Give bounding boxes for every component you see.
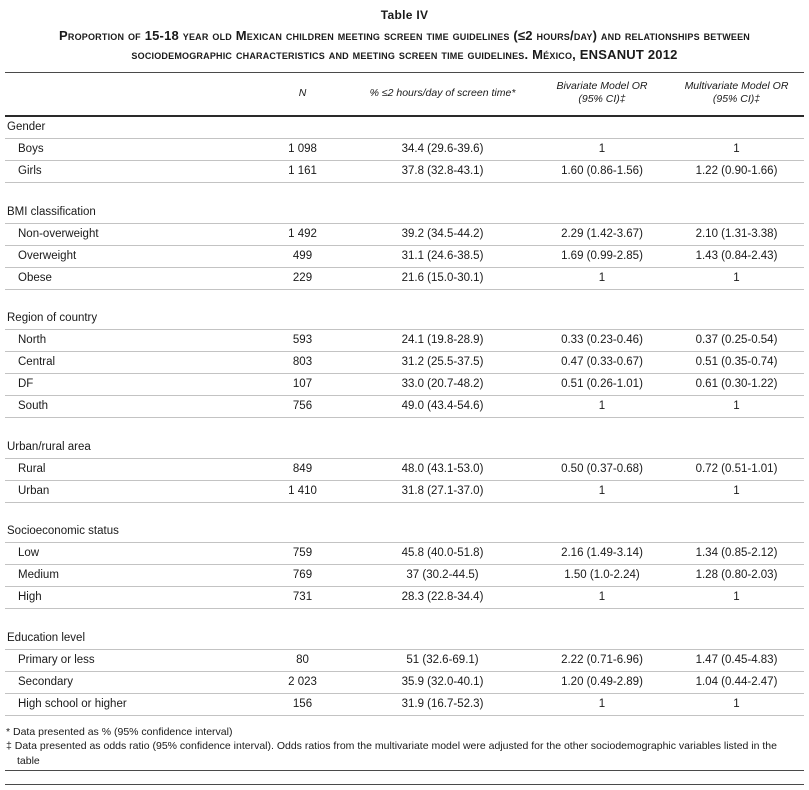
cell-multivariate-or: 1.43 (0.84-2.43) [669,245,804,267]
cell-pct: 31.8 (27.1-37.0) [350,480,535,502]
cell-bivariate-or: 2.16 (1.49-3.14) [535,543,669,565]
cell-n: 849 [255,458,350,480]
cell-n: 107 [255,374,350,396]
cell-bivariate-or: 1.20 (0.49-2.89) [535,671,669,693]
cell-n: 1 098 [255,139,350,161]
row-label: Urban [5,480,255,502]
cell-pct: 37.8 (32.8-43.1) [350,161,535,183]
cell-pct: 31.1 (24.6-38.5) [350,245,535,267]
cell-pct: 35.9 (32.0-40.1) [350,671,535,693]
section-spacer [5,502,804,521]
section-header-urban-rural [5,437,804,459]
cell-pct: 49.0 (43.4-54.6) [350,396,535,418]
cell-pct: 28.3 (22.8-34.4) [350,587,535,609]
cell-n: 803 [255,352,350,374]
section-header-education [5,628,804,650]
row-label: South [5,396,255,418]
cell-multivariate-or: 1.04 (0.44-2.47) [669,671,804,693]
section-title: Gender [5,116,804,139]
section-spacer [5,609,804,628]
bottom-rule [5,784,804,785]
header-pct-screen-time: % ≤2 hours/day of screen time* [350,73,535,117]
cell-pct: 39.2 (34.5-44.2) [350,223,535,245]
cell-multivariate-or: 1 [669,693,804,715]
cell-pct: 34.4 (29.6-39.6) [350,139,535,161]
table-row [5,587,804,609]
cell-multivariate-or: 1 [669,139,804,161]
cell-bivariate-or: 0.33 (0.23-0.46) [535,330,669,352]
table-row [5,480,804,502]
cell-multivariate-or: 0.61 (0.30-1.22) [669,374,804,396]
cell-pct: 33.0 (20.7-48.2) [350,374,535,396]
section-title: Education level [5,628,804,650]
cell-multivariate-or: 1.28 (0.80-2.03) [669,565,804,587]
cell-n: 1 492 [255,223,350,245]
row-label: Primary or less [5,649,255,671]
cell-n: 769 [255,565,350,587]
cell-multivariate-or: 1.47 (0.45-4.83) [669,649,804,671]
cell-bivariate-or: 1.50 (1.0-2.24) [535,565,669,587]
footnote-asterisk: * Data presented as % (95% confidence interval) [6,725,233,738]
row-label: Non-overweight [5,223,255,245]
table-row [5,649,804,671]
section-header-gender [5,116,804,139]
row-label: Medium [5,565,255,587]
section-spacer [5,183,804,202]
footnotes [5,725,804,769]
cell-pct: 45.8 (40.0-51.8) [350,543,535,565]
cell-bivariate-or: 1 [535,396,669,418]
cell-multivariate-or: 1 [669,267,804,289]
table-row [5,330,804,352]
section-header-region [5,308,804,330]
row-label: Obese [5,267,255,289]
section-title: Region of country [5,308,804,330]
cell-pct: 31.9 (16.7-52.3) [350,693,535,715]
section-title: BMI classification [5,202,804,224]
header-row [5,73,804,117]
bottom-rules [5,770,804,785]
cell-bivariate-or: 1 [535,480,669,502]
table-row [5,139,804,161]
cell-n: 499 [255,245,350,267]
cell-multivariate-or: 1.22 (0.90-1.66) [669,161,804,183]
cell-bivariate-or: 1.60 (0.86-1.56) [535,161,669,183]
row-label: Overweight [5,245,255,267]
cell-n: 156 [255,693,350,715]
cell-n: 759 [255,543,350,565]
cell-bivariate-or: 0.51 (0.26-1.01) [535,374,669,396]
row-label: Low [5,543,255,565]
table-row [5,374,804,396]
table-row [5,458,804,480]
cell-bivariate-or: 1.69 (0.99-2.85) [535,245,669,267]
table-row [5,267,804,289]
table-row [5,396,804,418]
cell-n: 593 [255,330,350,352]
cell-bivariate-or: 2.22 (0.71-6.96) [535,649,669,671]
row-label: DF [5,374,255,396]
row-label: Secondary [5,671,255,693]
cell-multivariate-or: 2.10 (1.31-3.38) [669,223,804,245]
cell-bivariate-or: 0.47 (0.33-0.67) [535,352,669,374]
table-row [5,543,804,565]
section-spacer [5,289,804,308]
cell-pct: 51 (32.6-69.1) [350,649,535,671]
header-multivariate-model: Multivariate Model OR (95% CI)‡ [669,73,804,117]
row-label: Girls [5,161,255,183]
cell-pct: 31.2 (25.5-37.5) [350,352,535,374]
table-row [5,693,804,715]
row-label: Boys [5,139,255,161]
section-header-bmi [5,202,804,224]
table-row [5,245,804,267]
cell-pct: 21.6 (15.0-30.1) [350,267,535,289]
row-label: Rural [5,458,255,480]
footnote-double-dagger: ‡ Data presented as odds ratio (95% confidence interval). Odds ratios from the multivariate model were adjusted for the other sociodemographic variables listed in the table [6,740,777,767]
cell-multivariate-or: 1 [669,396,804,418]
cell-n: 229 [255,267,350,289]
table-row [5,352,804,374]
cell-pct: 48.0 (43.1-53.0) [350,458,535,480]
cell-pct: 37 (30.2-44.5) [350,565,535,587]
header-empty [5,73,255,117]
table-row [5,223,804,245]
header-n: N [255,73,350,117]
cell-bivariate-or: 1 [535,587,669,609]
cell-multivariate-or: 1 [669,587,804,609]
row-label: High school or higher [5,693,255,715]
section-title: Socioeconomic status [5,521,804,543]
header-bivariate-model: Bivariate Model OR (95% CI)‡ [535,73,669,117]
cell-bivariate-or: 1 [535,267,669,289]
results-table [5,72,804,716]
table-title: Proportion of 15-18 year old Mexican children meeting screen time guidelines (≤2 hours/day) and relationships between sociodemographic characteristics and meeting screen time guidelines. México, ENSANUT 2012 [59,28,750,62]
row-label: North [5,330,255,352]
cell-bivariate-or: 1 [535,693,669,715]
table-row [5,565,804,587]
cell-multivariate-or: 0.37 (0.25-0.54) [669,330,804,352]
cell-multivariate-or: 1.34 (0.85-2.12) [669,543,804,565]
section-spacer [5,418,804,437]
table-row [5,671,804,693]
cell-n: 80 [255,649,350,671]
cell-multivariate-or: 0.72 (0.51-1.01) [669,458,804,480]
table-row [5,161,804,183]
cell-multivariate-or: 0.51 (0.35-0.74) [669,352,804,374]
row-label: High [5,587,255,609]
cell-n: 756 [255,396,350,418]
cell-bivariate-or: 0.50 (0.37-0.68) [535,458,669,480]
cell-n: 731 [255,587,350,609]
cell-bivariate-or: 2.29 (1.42-3.67) [535,223,669,245]
section-header-socioeconomic [5,521,804,543]
cell-n: 2 023 [255,671,350,693]
table-label: Table IV [380,8,429,22]
row-label: Central [5,352,255,374]
cell-bivariate-or: 1 [535,139,669,161]
cell-n: 1 161 [255,161,350,183]
section-title: Urban/rural area [5,437,804,459]
cell-multivariate-or: 1 [669,480,804,502]
cell-n: 1 410 [255,480,350,502]
cell-pct: 24.1 (19.8-28.9) [350,330,535,352]
